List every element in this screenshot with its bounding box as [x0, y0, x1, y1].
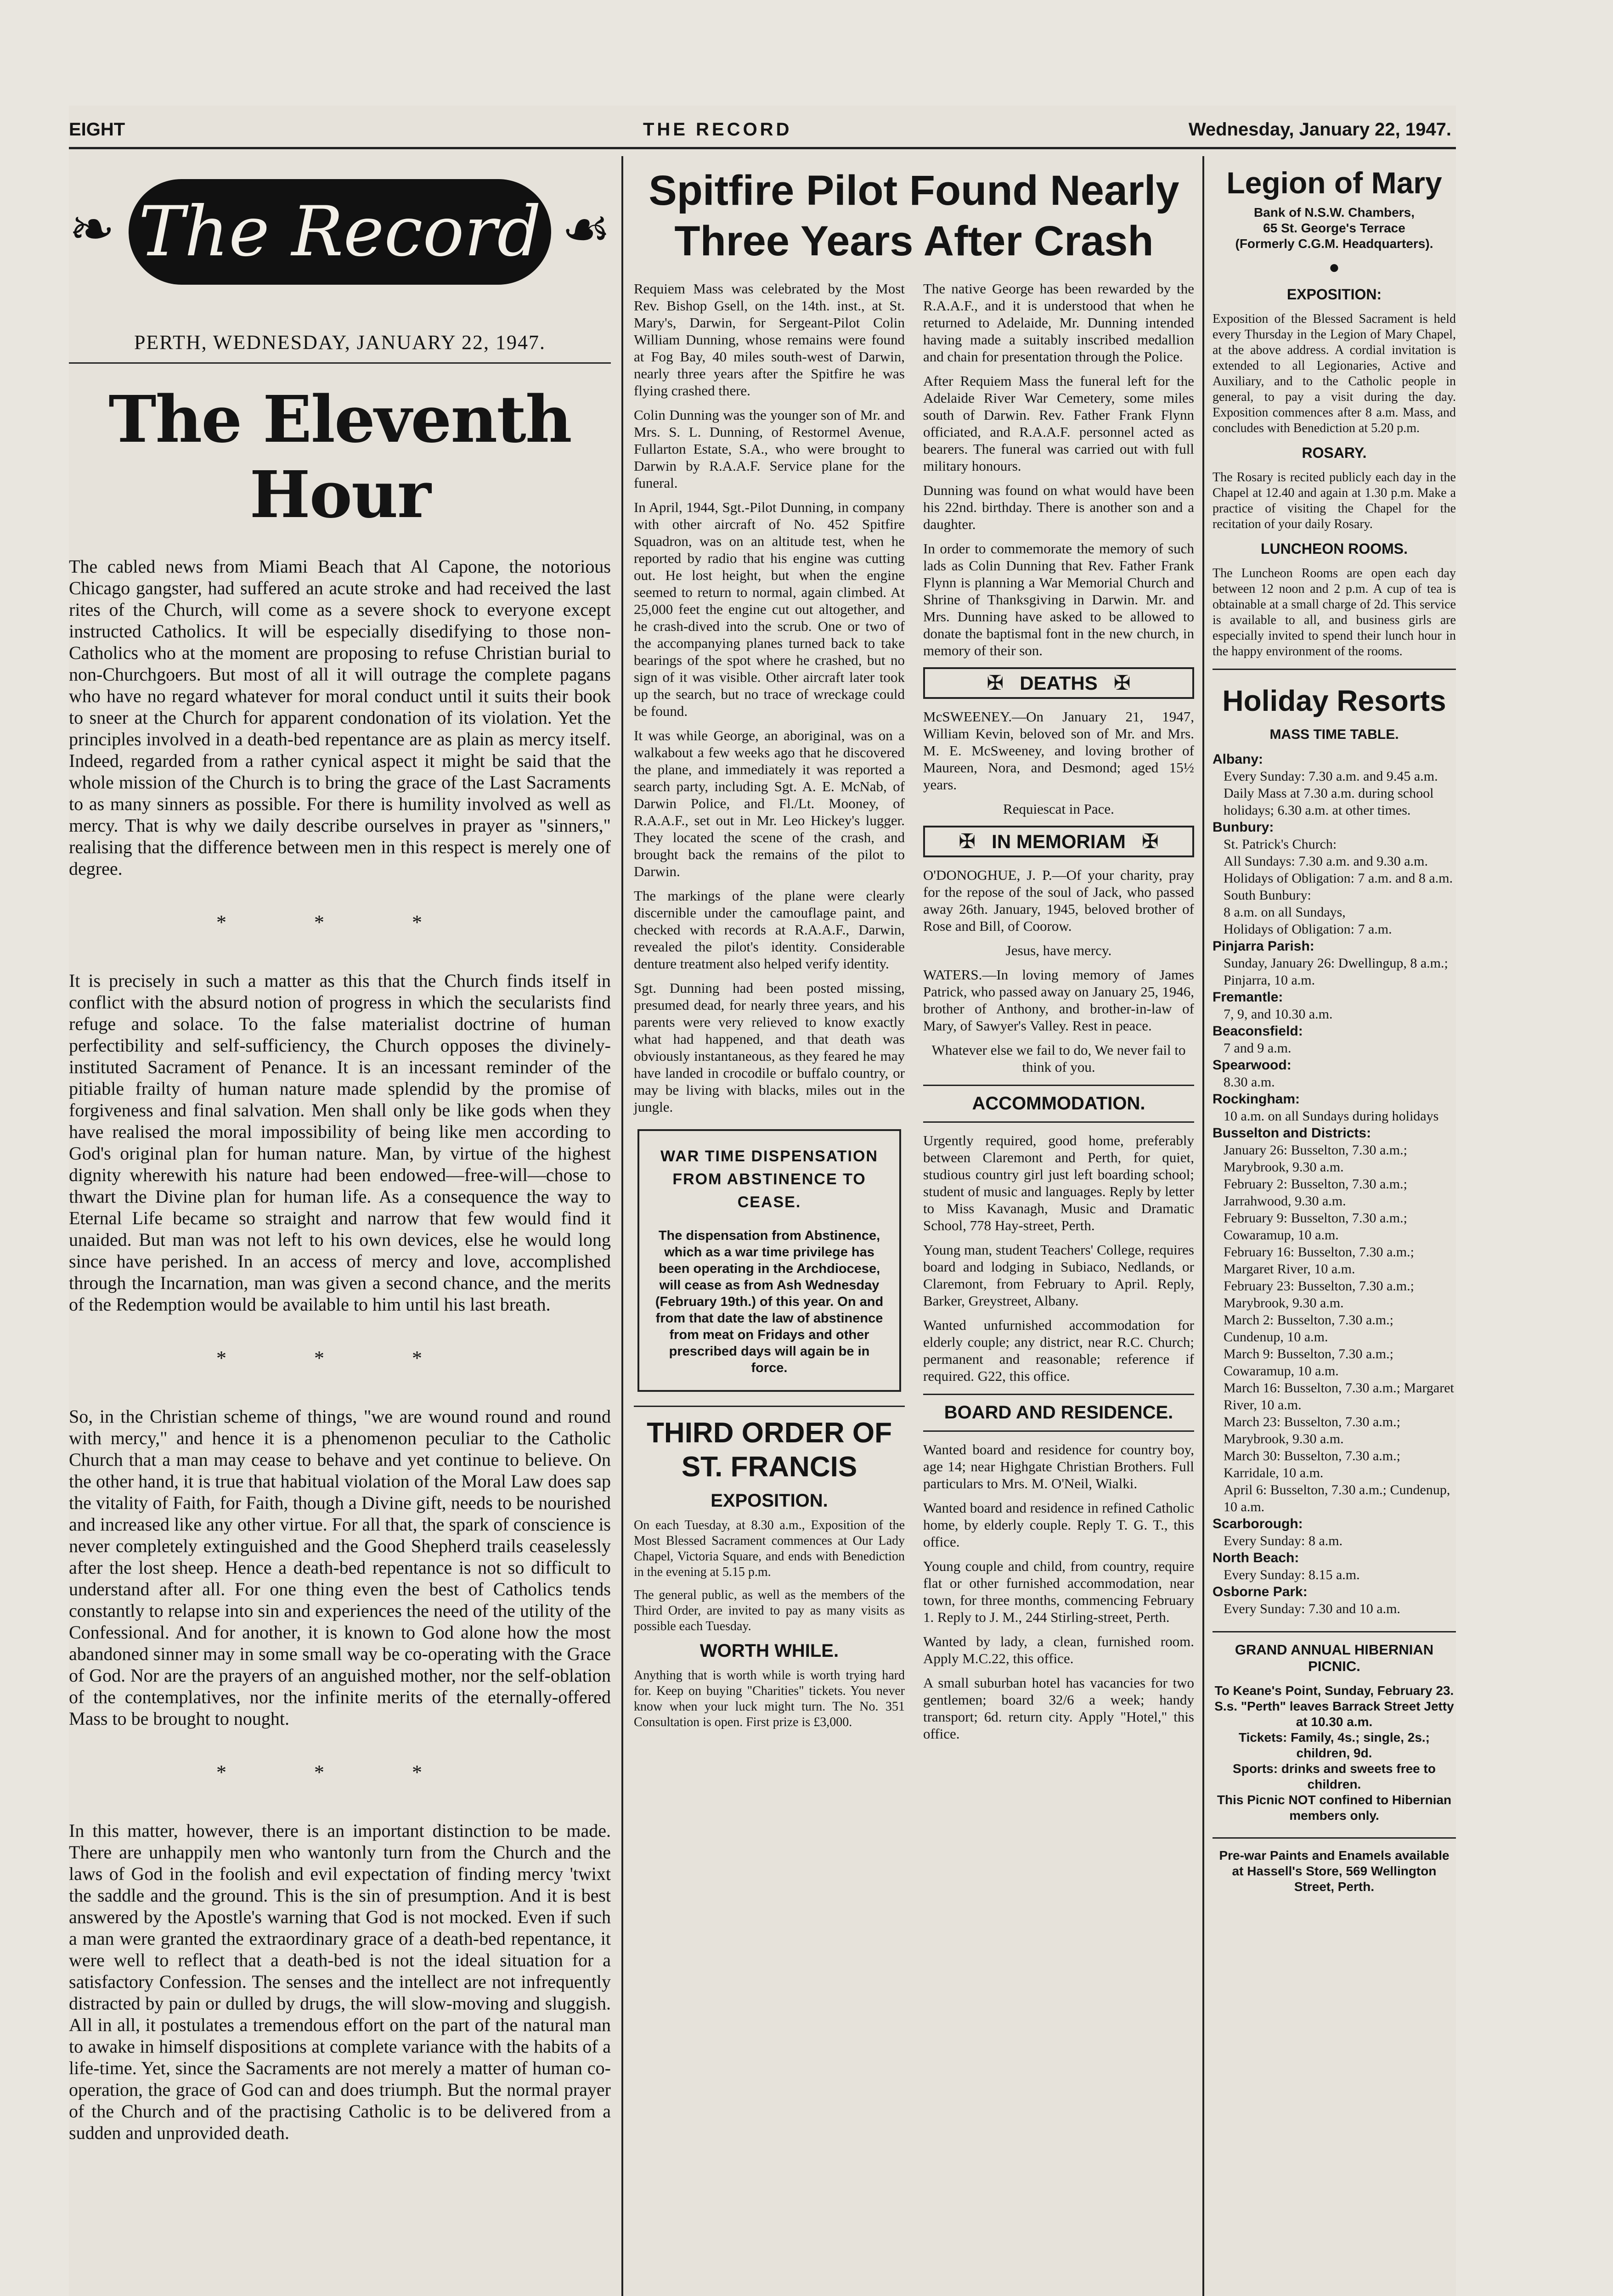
mass-time: April 6: Busselton, 7.30 a.m.; Cundenup, 10 a.m. — [1224, 1482, 1450, 1514]
dateline: PERTH, WEDNESDAY, JANUARY 22, 1947. — [69, 331, 611, 364]
mass-time: 10 a.m. on all Sundays during holidays — [1224, 1109, 1439, 1124]
memoriam-entry: Jesus, have mercy. — [1005, 942, 1112, 958]
running-head — [69, 115, 1456, 149]
worth-while-text: Anything that is worth while is worth trying hard for. Keep on buying "Charities" tickets. You never know when your luck might turn. The No. 351 Consultation is open. First prize is £3,000. — [634, 1668, 905, 1729]
picnic-line: Sports: drinks and sweets free to children. — [1233, 1761, 1436, 1791]
editorial-paragraph: So, in the Christian scheme of things, "we are wound round and round with mercy," and hence it is a phenomenon peculiar to the Catholic Church that a man may cease to behave and yet continue to believe. On the other hand, it is true that habitual violation of the Moral Law does sap the vitality of Faith, for Faith, though a Divine gift, needs to be nourished and increased like any other virtue. For all that, the spark of conscience is never completely extinguished and the Good Shepherd trails ceaselessly after the lost sheep. Hence a death-bed repentance is not so difficult to understand after all. For one thing even the best of Catholics tends constantly to relapse into sin and experiences the need of the utility of the Confessional. And for another, it is known to God alone how the most abandoned sinner may in some small way be co-operating with the Grace of God. Nor are the prayers of an anguished mother, nor the self-oblation of the contemplatives, nor the infinite merits of the eternally-offered Mass to be brought to nought. — [69, 1406, 611, 1729]
paper-name: THE RECORD — [643, 119, 792, 140]
mass-time: March 9: Busselton, 7.30 a.m.; Cowaramup, 10 a.m. — [1224, 1346, 1393, 1379]
mass-time: Sunday, January 26: Dwellingup, 8 a.m.; Pinjarra, 10 a.m. — [1224, 956, 1448, 988]
mass-time: March 23: Busselton, 7.30 a.m.; Marybrook, 9.30 a.m. — [1224, 1414, 1400, 1446]
separator-stars: * * * — [216, 911, 463, 934]
mass-time: February 23: Busselton, 7.30 a.m.; Marybrook, 9.30 a.m. — [1224, 1278, 1414, 1311]
classified-ad: A small suburban hotel has vacancies for two gentlemen; board 32/6 a week; handy transport; 6d. return city. Apply "Hotel," this office. — [923, 1675, 1194, 1742]
rosary-head: ROSARY. — [1302, 445, 1367, 461]
classified-ad: Wanted unfurnished accommodation for elderly couple; any district, near R.C. Church; permanent and reasonable; reference if required. G22, this office. — [923, 1317, 1194, 1384]
spitfire-story-right — [923, 280, 1194, 1750]
third-order-paragraph: The general public, as well as the members of the Third Order, are invited to pay as many visits as possible each Tuesday. — [634, 1588, 905, 1633]
masthead-logo — [129, 179, 551, 285]
mass-place: Osborne Park: — [1213, 1584, 1308, 1599]
deaths-title: DEATHS — [1020, 672, 1098, 694]
mass-time: 7, 9, and 10.30 a.m. — [1224, 1007, 1333, 1022]
news-column — [634, 156, 1194, 2296]
separator-stars: * * * — [216, 1761, 463, 1784]
issue-date: Wednesday, January 22, 1947. — [1188, 119, 1451, 140]
classified-ad: Urgently required, good home, preferably between Claremont and Perth, for quiet, studious country girl just left boarding school; student of music and languages. Reply by letter to Miss Kavanagh, Music and Dramatic School, 778 Hay-street, Perth. — [923, 1132, 1194, 1233]
picnic-line: Tickets: Family, 4s.; single, 2s.; children, 9d. — [1238, 1730, 1430, 1760]
memoriam-heading — [923, 826, 1194, 857]
mass-time: St. Patrick's Church: — [1224, 837, 1337, 852]
mass-place: Spearwood: — [1213, 1058, 1292, 1073]
picnic-line: S.s. "Perth" leaves Barrack Street Jetty at 10.30 a.m. — [1214, 1699, 1454, 1729]
newspaper-page — [69, 106, 1456, 2296]
paint-advert: Pre-war Paints and Enamels available at Hassell's Store, 569 Wellington Street, Perth. — [1219, 1848, 1449, 1894]
masthead-title: The Record — [138, 192, 541, 272]
bullet-icon: ● — [1328, 257, 1340, 277]
masthead-ornament-right: ☙ — [561, 199, 611, 260]
story-paragraph: In April, 1944, Sgt.-Pilot Dunning, in company with other aircraft of No. 452 Spitfire Squadron, was on an altitude test, when he reported by radio that his engine was cutting out. He lost height, but when the engine seemed to return to normal, again climbed. At 25,000 feet the engine cut out altogether, and he crash-dived into the scrub. One or two of the accompanying planes turned back to take bearings of the spot where he crashed, but no sign of it was visible. Other aircraft later took up the search, but no trace of wreckage could be found. — [634, 499, 905, 719]
legion-exposition: Exposition of the Blessed Sacrament is held every Thursday in the Legion of Mary Chapel, at the above address. A cordial invitation is extended to all Legionaries, Active and Auxiliary, and to the Catholic people in general, to pay a visit during the day. Exposition commences after 8 a.m. Mass, and concludes with Benediction at 5.20 p.m. — [1213, 312, 1456, 435]
death-closing: Requiescat in Pace. — [1003, 801, 1114, 817]
memoriam-title: IN MEMORIAM — [992, 831, 1126, 852]
story-paragraph: It was while George, an aboriginal, was on a walkabout a few weeks ago that he discovered the plane, and immediately it was reported a search party, including Sgt. A. E. McNab, of Darwin Police, and Fl./Lt. Mooney, of R.A.A.F., set out in Mr. Leo Hickey's lugger. They located the scene of the crash, and brought back the remains of the pilot to Darwin. — [634, 727, 905, 879]
third-order-paragraph: On each Tuesday, at 8.30 a.m., Exposition of the Most Blessed Sacrament commences at Our Lady Chapel, Victoria Square, and ends with Benediction in the evening at 5.15 p.m. — [634, 1518, 905, 1579]
mass-time: March 2: Busselton, 7.30 a.m.; Cundenup, 10 a.m. — [1224, 1312, 1393, 1345]
memoriam-entry: Whatever else we fail to do, We never fail to think of you. — [931, 1042, 1186, 1075]
mass-time: Every Sunday: 8 a.m. — [1224, 1533, 1343, 1548]
picnic-heading: GRAND ANNUAL HIBERNIAN PICNIC. — [1235, 1642, 1434, 1674]
address-line: 65 St. George's Terrace — [1263, 221, 1405, 235]
legion-address — [1213, 205, 1456, 252]
story-paragraph: Requiem Mass was celebrated by the Most Rev. Bishop Gsell, on the 14th. inst., at St. Mary's, Darwin, for Sergeant-Pilot Colin William Dunning, whose remains were found at Fog Bay, 40 miles south-west of Darwin, nearly three years after the Spitfire he was flying crashed there. — [634, 281, 905, 399]
column-rule — [621, 156, 623, 2296]
worth-while-head: WORTH WHILE. — [699, 1641, 839, 1661]
dispensation-notice — [637, 1129, 901, 1392]
notice-body: The dispensation from Abstinence, which as a war time privilege has been operating in the Archdiocese, will cease as from Ash Wednesday (February 19th.) of this year. On and from that date the law of abstinence from meat on Fridays and other prescribed days will again be in force. — [655, 1228, 884, 1375]
rosary-text: The Rosary is recited publicly each day in the Chapel at 12.40 and again at 1.30 p.m. Make a practice of visiting the Chapel for the recitation of your daily Rosary. — [1213, 470, 1456, 531]
cross-icon: ✠ — [987, 672, 1004, 694]
mass-place: Pinjarra Parish: — [1213, 939, 1314, 954]
mass-time: Every Sunday: 7.30 a.m. and 9.45 a.m. — [1224, 769, 1438, 784]
classified-ad: Wanted by lady, a clean, furnished room. Apply M.C.22, this office. — [923, 1633, 1194, 1666]
story-paragraph: After Requiem Mass the funeral left for the Adelaide River War Cemetery, some miles south of Darwin. Rev. Father Frank Flynn officiated, and R.A.A.F. personnel acted as bearers. The funeral was carried out with full military honours. — [923, 373, 1194, 474]
editorial-paragraph: In this matter, however, there is an important distinction to be made. There are unhappily men who wantonly turn from the Church and the laws of God in the foolish and evil expectation of finding mercy 'twixt the saddle and the ground. This is the sin of presumption. And it is best answered by the Apostle's warning that God is not mocked. Even if such a man were granted the extraordinary grace of a death-bed repentance, it were well to reflect that a death-bed is not the ideal situation for a satisfactory Confession. The senses and the intellect are not infrequently distracted by pain or dulled by drugs, the will slow-moving and sluggish. All in all, it postulates a tremendous effort on the part of the natural man to awake in himself dispositions at complete variance with the habits of a life-time. Yet, since the Sacraments are not merely a matter of human co-operation, the grace of God can and does triumph. But the normal prayer of the Church and of the practising Catholic is to be delivered from a sudden and unprovided death. — [69, 1820, 611, 2143]
luncheon-text: The Luncheon Rooms are open each day between 12 noon and 2 p.m. A cup of tea is obtainable at a small charge of 2d. This service is available to all, and business girls are especially invited to spend their lunch hour in the happy environment of the rooms. — [1213, 566, 1456, 658]
mass-time: Holidays of Obligation: 7 a.m. and 8 a.m. — [1224, 871, 1453, 886]
story-paragraph: Sgt. Dunning had been posted missing, presumed dead, for nearly three years, and his parents were very relieved to know exactly what had happened, and that death was obviously instantaneous, as they feared he may have landed in crocodile or buffalo country, or may be living with blacks, miles out in the jungle. — [634, 980, 905, 1115]
mass-place: Bunbury: — [1213, 820, 1274, 835]
mass-time: February 16: Busselton, 7.30 a.m.; Margaret River, 10 a.m. — [1224, 1244, 1414, 1277]
mass-time: February 2: Busselton, 7.30 a.m.; Jarrahwood, 9.30 a.m. — [1224, 1176, 1407, 1209]
picnic-line: This Picnic NOT confined to Hibernian members only. — [1217, 1793, 1452, 1823]
mass-place: Fremantle: — [1213, 990, 1283, 1005]
story-paragraph: In order to commemorate the memory of such lads as Colin Dunning that Rev. Father Frank Flynn is planning a War Memorial Church and Shrine of Thanksgiving in Darwin. Mr. and Mrs. Dunning have asked to be allowed to donate the baptismal font in the new church, in memory of their son. — [923, 540, 1194, 658]
editorial-title: The Eleventh Hour — [108, 382, 571, 533]
legion-exposition-head: EXPOSITION: — [1286, 286, 1382, 303]
mass-time: 7 and 9 a.m. — [1224, 1041, 1292, 1056]
notices-column — [1213, 156, 1456, 2296]
column-rule — [1202, 156, 1204, 2296]
cross-icon: ✠ — [1113, 672, 1131, 694]
mass-timetable — [1213, 751, 1456, 1617]
mass-time: All Sundays: 7.30 a.m. and 9.30 a.m. — [1224, 854, 1428, 869]
page-number: EIGHT — [69, 119, 125, 140]
third-order-title: THIRD ORDER OF ST. FRANCIS — [647, 1417, 892, 1483]
mass-place: Rockingham: — [1213, 1092, 1300, 1107]
story-paragraph: The markings of the plane were clearly discernible under the camouflage paint, and checked with records at R.A.A.F., Darwin, revealed the pilot's identity. Considerable denture treatment also helped verify identity. — [634, 888, 905, 972]
cross-icon: ✠ — [1141, 830, 1159, 853]
editorial-paragraph: The cabled news from Miami Beach that Al Capone, the notorious Chicago gangster, had suffered an acute stroke and had received the last rites of the Church, will come as a severe shock to everyone except instructed Catholics. It will be especially disedifying to those non-Catholics who at the moment are proposing to refuse Christian burial to non-Churchgoers. But most of all it will outrage the complete pagans who have no regard whatever for moral conduct until it suits their book to sneer at the Church for apparent condonation of its violation. Yet the principles involved in a death-bed repentance are as plain as mercy itself. Indeed, regarded from a rather cynical aspect it might be said that the whole mission of the Church is to bring the grace of the Last Sacraments to as many sinners as possible. For there is humility involved as well as mercy. That is why we daily describe ourselves in prayer as "sinners," realising that the difference between men in this respect is merely one of degree. — [69, 556, 611, 879]
address-line: Bank of N.S.W. Chambers, — [1253, 205, 1415, 219]
address-line: (Formerly C.G.M. Headquarters). — [1235, 236, 1433, 251]
story-paragraph: Dunning was found on what would have been his 22nd. birthday. There is another son and a daughter. — [923, 482, 1194, 532]
luncheon-head: LUNCHEON ROOMS. — [1261, 540, 1408, 557]
notice-title: WAR TIME DISPENSATION FROM ABSTINENCE TO CEASE. — [660, 1148, 878, 1211]
editorial-paragraph: It is precisely in such a matter as this that the Church finds itself in conflict with the absurd notion of progress in which the secularists find refuge and solace. To the false materialist doctrine of human perfectibility and self-sufficiency, the Church opposes the divinely-instituted Sacrament of Penance. It is an incessant reminder of the pitiable frailty of human nature made splendid by the promise of forgiveness and final salvation. Men shall only be like gods when they have realised the moral impossibility of being like men according to God's original plan for human nature. Man, by virtue of the highest dignity wherewith his nature had been endowed—free-will—chose to thwart the Divine plan for human life. As a consequence the way to Eternal Life became so straight and narrow that few would find it unaided. But man was not left to his own devices, else he would long since have perished. In an access of mercy and love, accomplished through the Incarnation, man was given a second chance, and the merits of the Redemption would be available to him until his last breath. — [69, 970, 611, 1315]
mass-time: Holidays of Obligation: 7 a.m. — [1224, 922, 1392, 937]
mass-place: Beaconsfield: — [1213, 1024, 1303, 1039]
story-paragraph: Colin Dunning was the younger son of Mr. and Mrs. S. L. Dunning, of Restormel Avenue, Fullarton Estate, S.A., who were brought to Darwin by R.A.A.F. Service plane for the funeral. — [634, 407, 905, 491]
mass-time: South Bunbury: — [1224, 888, 1311, 903]
mass-timetable-head: MASS TIME TABLE. — [1269, 727, 1399, 742]
holiday-title: Holiday Resorts — [1222, 684, 1446, 717]
third-order-exposition-head: EXPOSITION. — [711, 1491, 828, 1511]
death-notice: McSWEENEY.—On January 21, 1947, William Kevin, beloved son of Mr. and Mrs. M. E. McSweeney, and loving brother of Maureen, Nora, and Desmond; aged 15½ years. — [923, 709, 1194, 793]
cross-icon: ✠ — [959, 830, 976, 853]
masthead — [69, 161, 611, 317]
mass-time: January 26: Busselton, 7.30 a.m.; Marybrook, 9.30 a.m. — [1224, 1142, 1407, 1175]
mass-time: 8 a.m. on all Sundays, — [1224, 905, 1346, 920]
picnic-details — [1213, 1683, 1456, 1823]
mass-place: Albany: — [1213, 752, 1263, 767]
mass-time: Every Sunday: 8.15 a.m. — [1224, 1567, 1360, 1582]
mass-time: February 9: Busselton, 7.30 a.m.; Cowaramup, 10 a.m. — [1224, 1210, 1407, 1243]
separator-stars: * * * — [216, 1347, 463, 1369]
story-paragraph: The native George has been rewarded by the R.A.A.F., and it is understood that when he returned to Adelaide, Mr. Dunning intended having made a suitably inscribed medallion and chain for presentation through the Police. — [923, 281, 1194, 365]
legion-title: Legion of Mary — [1226, 166, 1442, 200]
mass-time: Every Sunday: 7.30 and 10 a.m. — [1224, 1601, 1400, 1616]
accommodation-heading: ACCOMMODATION. — [972, 1093, 1145, 1114]
classified-ad: Young man, student Teachers' College, requires board and lodging in Subiaco, Nedlands, or Claremont, from February to April. Reply, Barker, Greystreet, Albany. — [923, 1242, 1194, 1309]
mass-time: March 16: Busselton, 7.30 a.m.; Margaret River, 10 a.m. — [1224, 1380, 1454, 1412]
editorial-body — [69, 556, 611, 2144]
spitfire-headline: Spitfire Pilot Found Nearly Three Years After Crash — [649, 167, 1179, 264]
deaths-heading — [923, 667, 1194, 699]
memoriam-entry: WATERS.—In loving memory of James Patrick, who passed away on January 25, 1946, brother of Anthony, and brother-in-law of Mary, of Sawyer's Valley. Rest in peace. — [923, 967, 1194, 1034]
classified-ad: Young couple and child, from country, require flat or other furnished accommodation, near town, for three months, commencing February 1. Reply to J. M., 244 Stirling-street, Perth. — [923, 1558, 1194, 1625]
mass-place: Busselton and Districts: — [1213, 1125, 1371, 1141]
classified-ad: Wanted board and residence in refined Catholic home, by elderly couple. Reply T. G. T., this office. — [923, 1500, 1194, 1550]
spitfire-story-left — [634, 280, 905, 1750]
editorial-column — [69, 156, 611, 2296]
masthead-ornament-left: ❧ — [69, 199, 115, 260]
picnic-line: To Keane's Point, Sunday, February 23. — [1214, 1683, 1454, 1698]
mass-time: March 30: Busselton, 7.30 a.m.; Karridale, 10 a.m. — [1224, 1448, 1400, 1480]
mass-time: 8.30 a.m. — [1224, 1075, 1275, 1090]
mass-place: North Beach: — [1213, 1550, 1299, 1565]
mass-time: Daily Mass at 7.30 a.m. during school holidays; 6.30 a.m. at other times. — [1224, 786, 1434, 818]
board-heading: BOARD AND RESIDENCE. — [944, 1402, 1173, 1423]
mass-place: Scarborough: — [1213, 1516, 1303, 1531]
memoriam-entry: O'DONOGHUE, J. P.—Of your charity, pray for the repose of the soul of Jack, who passed away 26th. January, 1945, beloved brother of Rose and Bill, of Coorow. — [923, 867, 1194, 934]
classified-ad: Wanted board and residence for country boy, age 14; near Highgate Christian Brothers. Full particulars to Mrs. M. O'Neil, Wialki. — [923, 1441, 1194, 1491]
